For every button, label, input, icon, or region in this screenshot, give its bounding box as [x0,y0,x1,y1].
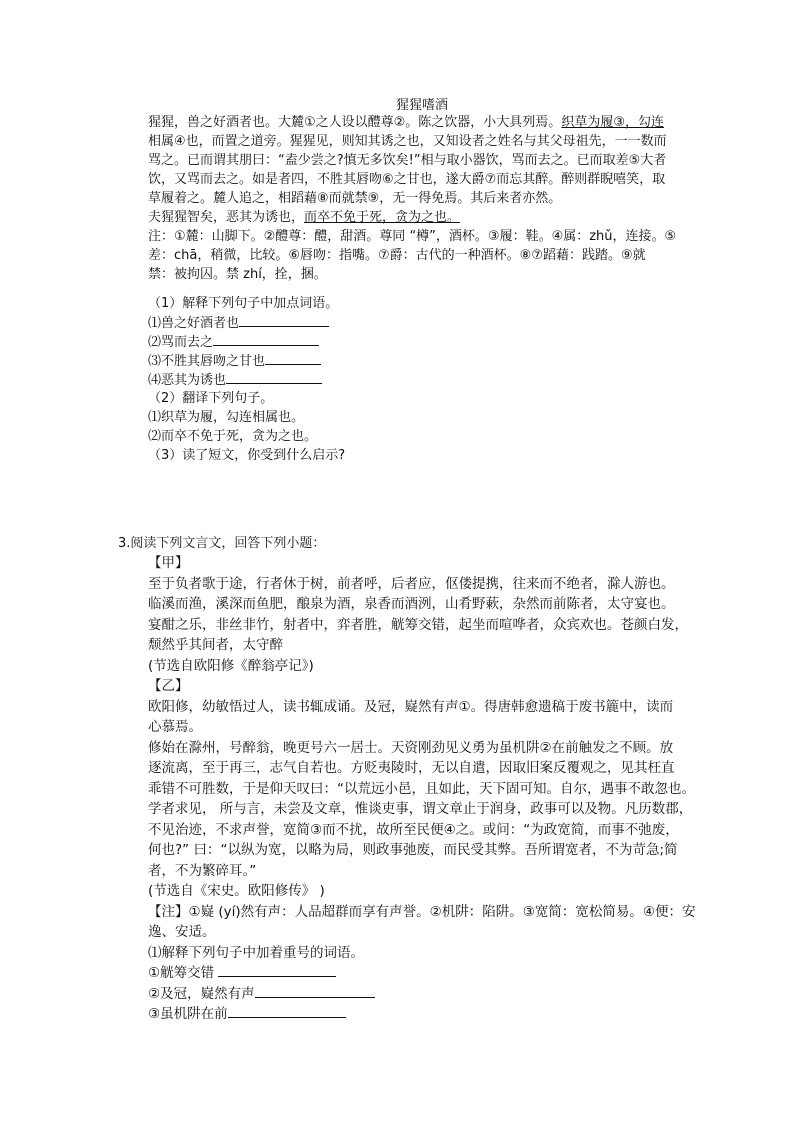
section-3-body [148,553,708,1025]
passage-body [148,113,677,284]
question-item: ①觥筹交错 [148,963,708,984]
jia-line: 至于负者歌于途，行者休于树，前者呼，后者应，伛偻提携，往来而不绝者，滁人游也。 [148,575,675,592]
passage-line: 夫猩猩智矣，恶其为诱也，而卒不免于死，贪为之也。 [148,210,461,225]
yi-line: 学者求见， 所与言，未尝及文章，惟谈吏事，谓文章止于润身，政事可以及物。凡历数郡， [148,801,693,817]
answer-blank[interactable] [255,984,375,998]
answer-blank[interactable] [213,332,319,346]
question-item: ⑴织草为履，勾连相属也。 [148,410,305,425]
passage-line: 相属④也，而置之道旁。猩猩见，则知其诱之也，又知设者之姓名与其父母祖先，一一数而 [148,134,667,149]
question-title: （1）解释下列句子中加点词语。 [148,296,339,311]
answer-blank[interactable] [228,1004,346,1018]
jia-line: 临溪而渔，溪深而鱼肥，酿泉为酒，泉香而酒洌，山肴野蔌，杂然而前陈者，太守宴也。 [148,596,675,612]
question-title: （2）翻译下列句子。 [148,391,274,406]
passage-title: 猩猩嗜酒 [396,98,449,113]
passage-line: 猩猩，兽之好酒者也。大麓①之人设以醴尊②。陈之饮器，小大具列焉。织草为履③，勾连 [148,115,664,130]
passage-line: 饮，又骂而去之。如是者四，不胜其唇吻⑥之甘也，遂大爵⑦而忘其醉。醉则群睨嘻笑，取 [148,172,666,187]
note-line: 【注】①嶷 (yí)然有声：人品超群而享有声誉。②机阱：陷阱。③宽简：宽松简易。④便：安 [148,903,696,920]
section-3-heading: 3.阅读下列文言文，回答下列小题： [118,536,326,551]
passage-line: 草履着之。麓人追之，相蹈藉⑧而就禁⑨，无一得免焉。其后来者亦然。 [148,191,562,206]
yi-line: 修始在滁州，号醉翁，晚更号六一居士。天资刚劲见义勇为虽机阱②在前触发之不顾。放 [148,739,674,756]
questions-1 [148,294,668,465]
question-title: （3）读了短文，你受到什么启示? [148,448,346,463]
jia-label: 【甲】 [148,555,189,571]
underlined-phrase: 织草为履③，勾连 [561,115,664,130]
underlined-phrase: 而卒不免于死，贪为之也。 [304,210,461,225]
answer-blank[interactable] [226,370,322,384]
yi-line: 乖错不可胜数，于是仰天叹曰：“以荒远小邑，且如此，天下固可知。自尔，遇事不敢忽也。 [148,780,695,797]
yi-line: 不见治迹，不求声誉，宽简③而不扰，故所至民便④之。或问：“为政宽简，而事不弛废， [148,821,679,838]
question-item: ⑵骂而去之 [148,332,668,351]
question-item: ⑶不胜其唇吻之甘也 [148,351,668,370]
yi-line: 何也?” 曰：“以纵为宽，以略为局，则政事弛废，而民受其弊。吾所谓宽者，不为苛急;简 [148,842,678,858]
jia-line: 宴酣之乐，非丝非竹，射者中，弈者胜，觥筹交错，起坐而喧哗者，众宾欢也。苍颜白发， [148,616,688,633]
question-title: ⑴解释下列句子中加着重号的词语。 [148,944,364,961]
passage-line: 骂之。已而谓其朋曰：“盍少尝之?慎无多饮矣!”相与取小器饮，骂而去之。已而取差⑤大者 [148,153,667,168]
note-line: 差：chā，稍微，比较。⑥唇吻：指嘴。⑦爵：古代的一种酒杯。⑧⑦蹈藉：践踏。⑨就 [148,248,646,263]
answer-blank[interactable] [218,963,336,977]
note-line: 注：①麓：山脚下。②醴尊：醴，甜酒。尊同 “樽”，酒杯。③履：鞋。④属：zhǔ，连接。⑤ [148,229,677,244]
jia-source: (节选自欧阳修《醉翁亭记》) [148,657,314,674]
yi-label: 【乙】 [148,678,189,694]
yi-line: 欧阳修，幼敏悟过人，读书辄成诵。及冠，嶷然有声①。得唐韩愈遗稿于废书簏中，读而 [148,698,674,715]
question-item: ⑴兽之好酒者也 [148,313,668,332]
question-item: ③虽机阱在前 [148,1004,708,1025]
yi-line: 逐流离，至于再三，志气自若也。方贬夷陵时，无以自遣，因取旧案反覆观之，见其枉直 [148,760,675,776]
yi-line: 者，不为繁碎耳。” [148,862,257,879]
yi-line: 心慕焉。 [148,719,202,735]
answer-blank[interactable] [239,313,329,327]
answer-blank[interactable] [265,351,321,365]
jia-line: 颓然乎其间者，太守醉 [148,637,283,653]
note-line: 逸、安适。 [148,924,216,940]
question-item: ⑵而卒不免于死，贪为之也。 [148,429,318,444]
question-item: ②及冠，嶷然有声 [148,984,708,1005]
question-item: ⑷恶其为诱也 [148,370,668,389]
yi-source: (节选自《宋史。欧阳修传》 ) [148,883,325,899]
note-line: 禁：被拘囚。禁 zhí，拴，捆。 [148,267,327,282]
